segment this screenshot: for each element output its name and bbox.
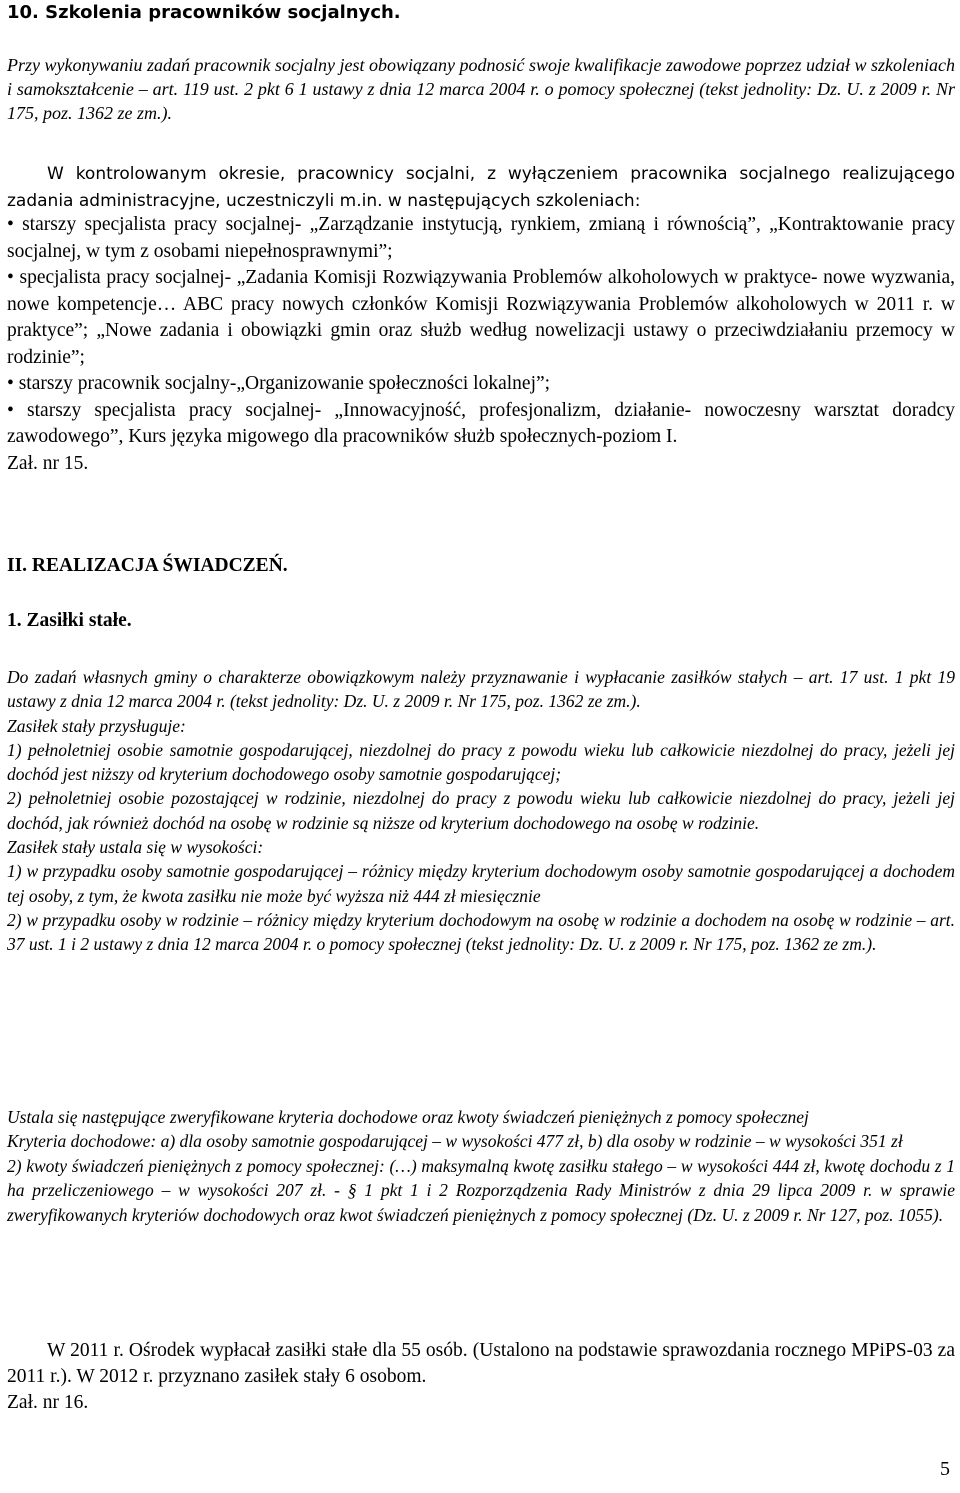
page-number: 5 (940, 1458, 950, 1480)
paragraph: 2) w przypadku osoby w rodzinie – różnicy między kryterium dochodowym na osobę w rodzinie a dochodem na osobę w rodzinie – art. 37 ust. 1 i 2 ustawy z dnia 12 marca 2004 r. o pomocy społecznej (tekst jednolity: Dz. U. z 2009 r. Nr 175, poz. 1362 ze zm.). (7, 909, 955, 955)
kryteria-text (7, 1105, 955, 1227)
summary-paragraph (7, 1338, 955, 1416)
paragraph: 2) pełnoletniej osobie pozostającej w rodzinie, niezdolnej do pracy z powodu wieku lub całkowicie niezdolnej do pracy, jeżeli jej dochód, jak również dochód na osobę w rodzinie są niższe od kryterium dochodowego na osobę w rodzinie. (7, 788, 955, 833)
paragraph: 1) w przypadku osoby samotnie gospodarującej – różnicy między kryterium dochodowym osoby samotnie gospodarującej a dochodem tej osoby, z tym, że kwota zasiłku nie może być wyższa niż 444 zł miesięcznie (7, 861, 955, 906)
paragraph: 1) pełnoletniej osobie samotnie gospodarującej, niezdolnej do pracy z powodu wieku lub całkowicie niezdolnej do pracy, jeżeli jej dochód jest niższy od kryterium dochodowego osoby samotnie gospodarującej; (7, 739, 955, 785)
intro-paragraph: Przy wykonywaniu zadań pracownik socjalny jest obowiązany podnosić swoje kwalifikacje zawodowe poprzez udział w szkoleniach i samokształcenie – art. 119 ust. 2 pkt 6 1 ustawy z dnia 12 marca 2004 r. o pomocy społecznej (tekst jednolity: Dz. U. z 2009 r. Nr 175, poz. 1362 ze zm.). (7, 55, 955, 123)
paragraph: Zasiłek stały przysługuje: (7, 715, 186, 736)
summary-text-a: W 2011 r. Ośrodek wypłacał zasiłki stałe dla 55 osób. (Ustalono na podstawie sprawozdania rocznego (47, 1340, 852, 1361)
training-bullets (7, 212, 955, 477)
paragraph: Zasiłek stały ustala się w wysokości: (7, 837, 264, 858)
bullet-item: • starszy specjalista pracy socjalnej- „Zarządzanie instytucją, rynkiem, zmianą i równością”, „Kontraktowanie pracy socjalnej, w tym z osobami niepełnosprawnymi”; (7, 214, 955, 262)
training-lead: W kontrolowanym okresie, pracownicy socjalni, z wyłączeniem pracownika socjalnego realizującego zadania administracyjne, uczestniczyli m.in. w następujących szkoleniach: (7, 164, 955, 211)
bullet-item: • specjalista pracy socjalnej- „Zadania Komisji Rozwiązywania Problemów alkoholowych w praktyce- nowe wyzwania, nowe kompetencje… ABC pracy nowych członków Komisji Rozwiązywania Problemów alkoholowych w 2011 r. w praktyce”; „Nowe zadania i obowiązki gmin oraz służb według nowelizacji ustawy o przeciwdziałaniu przemocy w rodzinie”; (7, 267, 955, 368)
bullet-item: • starszy pracownik socjalny-„Organizowanie społeczności lokalnej”; (7, 373, 551, 394)
subsection-title-zasilki: 1. Zasiłki stałe. (7, 610, 132, 631)
paragraph: Kryteria dochodowe: a) dla osoby samotnie gospodarującej – w wysokości 477 zł, b) dla osoby w rodzinie – w wysokości 351 zł (7, 1131, 903, 1152)
bullet-item: • starszy specjalista pracy socjalnej- „Innowacyjność, profesjonalizm, działanie- nowoczesny warsztat doradcy zawodowego”, Kurs języka migowego dla pracowników służb społecznych-poziom I. (7, 399, 955, 447)
summary-text-b: MPiPS-03 za 2011 r.). W 2012 r. przyznano zasiłek stały 6 osobom. (7, 1340, 955, 1387)
paragraph: Do zadań własnych gminy o charakterze obowiązkowym należy przyznawanie i wypłacanie zasiłków stałych – art. 17 ust. 1 pkt 19 ustawy z dnia 12 marca 2004 r. (tekst jednolity: Dz. U. z 2009 r. Nr 175, poz. 1362 ze zm.). (7, 667, 955, 712)
attachment-ref: Zał. nr 15. (7, 452, 89, 474)
section-heading: 10. Szkolenia pracowników socjalnych. (7, 2, 401, 23)
section-title-ii: II. REALIZACJA ŚWIADCZEŃ. (7, 555, 288, 576)
paragraph: Ustala się następujące zweryfikowane kryteria dochodowe oraz kwoty świadczeń pieniężnych z pomocy społecznej (7, 1107, 809, 1127)
attachment-ref: Zał. nr 16. (7, 1392, 89, 1413)
zasilki-text (7, 665, 955, 957)
summary-text (7, 1338, 955, 1390)
paragraph: 2) kwoty świadczeń pieniężnych z pomocy społecznej: (…) maksymalną kwotę zasiłku stałego – w wysokości 444 zł, kwotę dochodu z 1 ha przeliczeniowego – w wysokości 207 zł. - § 1 pkt 1 i 2 Rozporządzenia Rady Ministrów z dnia 29 lipca 2009 r. w sprawie zweryfikowanych kryteriów dochodowych oraz kwot świadczeń pieniężnych z pomocy społecznej (Dz. U. z 2009 r. Nr 127, poz. 1055). (7, 1155, 955, 1225)
